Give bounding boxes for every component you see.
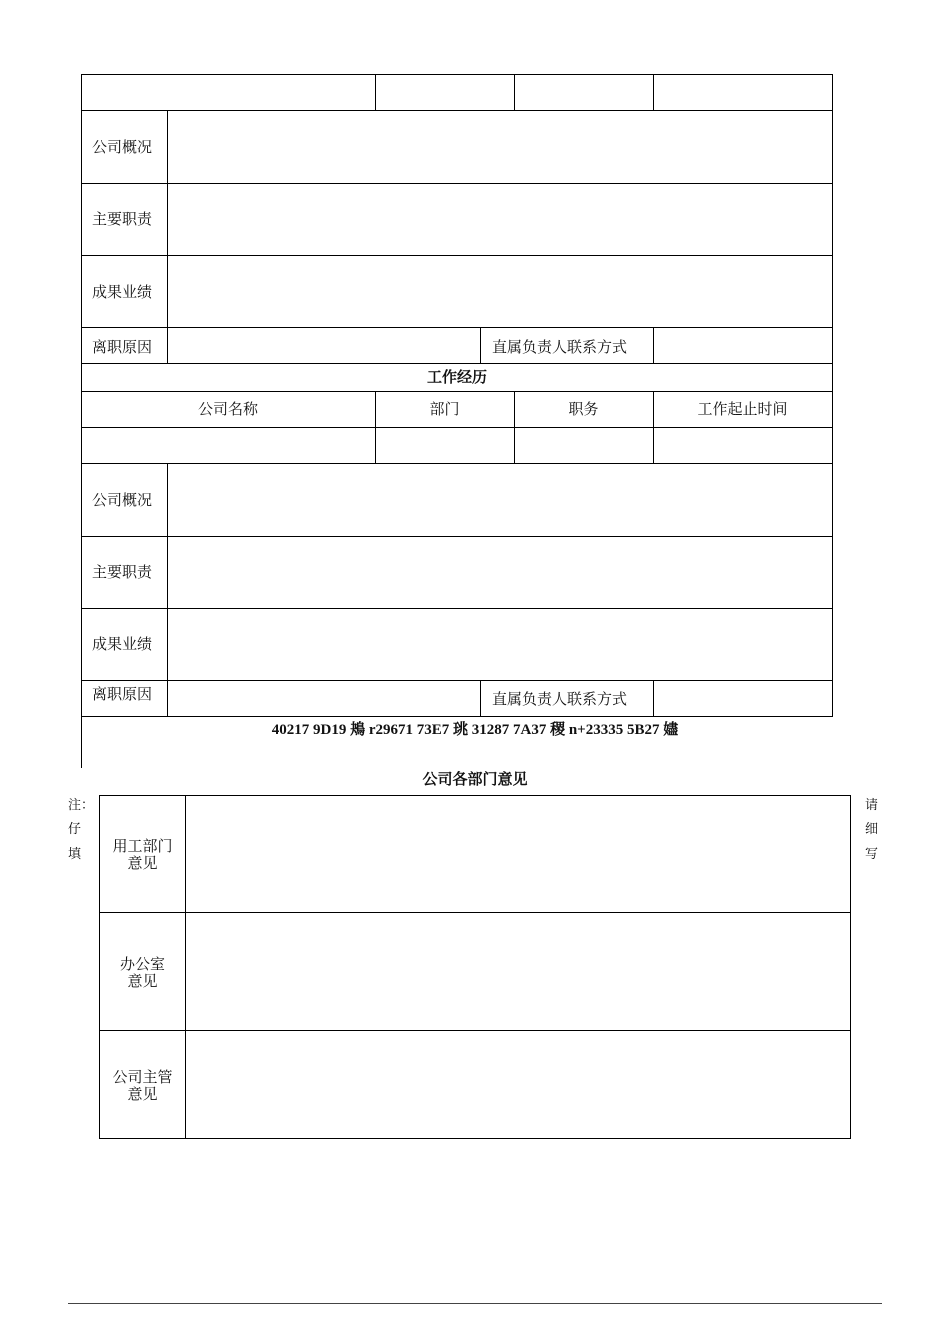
- table-border: [167, 110, 168, 363]
- table-border: [653, 327, 654, 363]
- column-header-position: 职务: [568, 400, 599, 418]
- company-overview-label: 公司概况: [92, 138, 153, 156]
- opinion-label: 公司主管: [112, 1068, 173, 1086]
- achievements-label: 成果业绩: [92, 635, 153, 653]
- table-border: [81, 536, 833, 537]
- opinion-label: 意见: [127, 972, 158, 990]
- table-border: [81, 110, 833, 111]
- achievements-label: 成果业绩: [92, 283, 153, 301]
- leave-reason-label: 离职原因: [92, 338, 153, 356]
- table-border: [81, 327, 833, 328]
- table-border: [99, 1030, 851, 1031]
- footer-divider: [68, 1303, 882, 1304]
- table-border: [99, 795, 851, 796]
- table-border: [81, 255, 833, 256]
- table-border: [81, 74, 82, 717]
- opinions-title: 公司各部门意见: [422, 771, 528, 788]
- table-border: [81, 463, 833, 464]
- table-border: [81, 183, 833, 184]
- note-char: 仔: [68, 822, 82, 837]
- table-border: [81, 680, 833, 681]
- opinion-label: 办公室: [119, 955, 165, 973]
- table-border: [480, 680, 481, 716]
- table-border: [81, 427, 833, 428]
- note-char: 细: [865, 822, 879, 837]
- note-char: 填: [68, 847, 82, 862]
- supervisor-contact-label: 直属负责人联系方式: [492, 338, 628, 356]
- table-border: [653, 680, 654, 716]
- note-char: 注：: [68, 798, 95, 813]
- column-header-department: 部门: [429, 400, 460, 418]
- garbled-text-line: 40217 9D19 鴂 r29671 73E7 珧 31287 7A37 稷 n+23335 5B27 嬧: [271, 722, 679, 738]
- company-overview-label: 公司概况: [92, 491, 153, 509]
- column-header-company-name: 公司名称: [197, 400, 258, 418]
- opinion-label: 用工部门: [112, 837, 173, 855]
- table-border: [832, 74, 833, 717]
- main-duties-label: 主要职责: [92, 563, 153, 581]
- opinion-label: 意见: [127, 854, 158, 872]
- opinion-label: 意见: [127, 1085, 158, 1103]
- table-border: [514, 74, 515, 110]
- column-header-period: 工作起止时间: [697, 400, 788, 418]
- main-duties-label: 主要职责: [92, 210, 153, 228]
- leave-reason-label: 离职原因: [92, 685, 153, 703]
- section-title-work-experience: 工作经历: [426, 369, 487, 386]
- note-char: 写: [865, 847, 879, 862]
- table-border: [81, 608, 833, 609]
- table-border: [653, 74, 654, 110]
- table-border: [99, 1138, 851, 1139]
- note-char: 请: [865, 798, 879, 813]
- table-border: [375, 74, 376, 110]
- table-border: [480, 327, 481, 363]
- table-border: [81, 716, 833, 717]
- table-border: [167, 463, 168, 716]
- table-border: [850, 795, 851, 1139]
- supervisor-contact-label: 直属负责人联系方式: [492, 690, 628, 708]
- table-border: [99, 912, 851, 913]
- table-border: [81, 391, 833, 392]
- table-border: [81, 363, 833, 364]
- table-border: [81, 74, 833, 75]
